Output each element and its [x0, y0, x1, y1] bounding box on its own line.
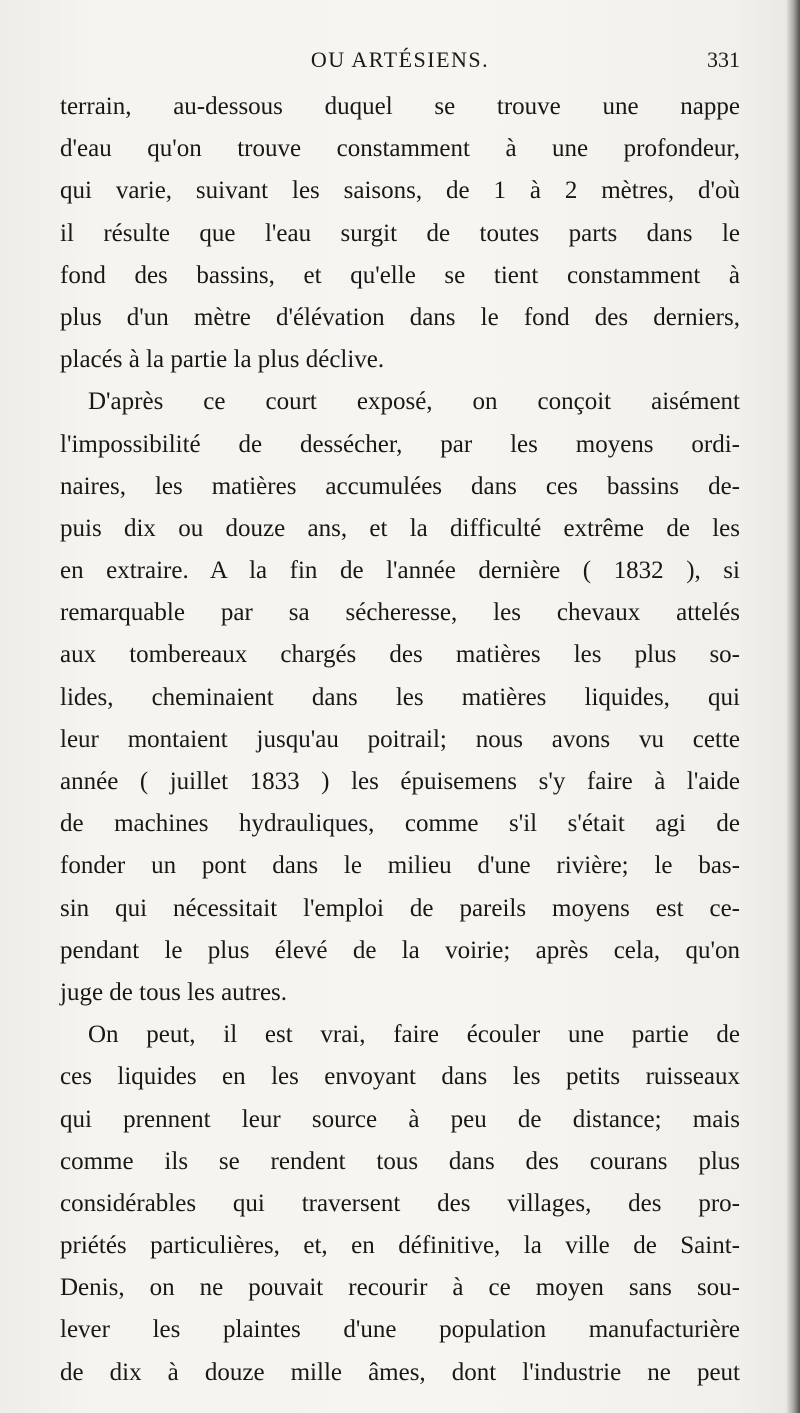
text-line: On peut, il est vrai, faire écouler une partie de: [88, 1021, 740, 1049]
text-line: lever les plaintes d'une population manufacturière: [60, 1316, 740, 1344]
text-line: en extraire. A la fin de l'année dernière ( 1832 ), si: [60, 557, 740, 585]
text-line: puis dix ou douze ans, et la difficulté extrême de les: [60, 514, 740, 542]
text-line: de dix à douze mille âmes, dont l'industrie ne peut: [60, 1358, 740, 1386]
text-line: fond des bassins, et qu'elle se tient constamment à: [60, 261, 740, 289]
text-line: l'impossibilité de dessécher, par les moyens ordi-: [60, 430, 740, 458]
text-line: lides, cheminaient dans les matières liquides, qui: [60, 683, 740, 711]
text-line: fonder un pont dans le milieu d'une rivière; le bas-: [60, 852, 740, 880]
text-line: plus d'un mètre d'élévation dans le fond des derniers,: [60, 303, 740, 331]
paragraph-1: [60, 86, 740, 381]
text-line: qui varie, suivant les saisons, de 1 à 2 mètres, d'où: [60, 177, 740, 205]
text-line: pendant le plus élevé de la voirie; après cela, qu'on: [60, 936, 740, 964]
text-line: leur montaient jusqu'au poitrail; nous avons vu cette: [60, 725, 740, 753]
text-line: Denis, on ne pouvait recourir à ce moyen sans sou-: [60, 1274, 740, 1302]
text-line: priétés particulières, et, en définitive, la ville de Saint-: [60, 1232, 740, 1260]
page-number: 331: [707, 47, 740, 72]
page-header: [60, 42, 740, 78]
text-line: qui prennent leur source à peu de distance; mais: [60, 1105, 740, 1133]
text-line: sin qui nécessitait l'emploi de pareils moyens est ce-: [60, 894, 740, 922]
paragraph-2: [60, 381, 740, 1014]
page-edge-shadow: [786, 0, 800, 1413]
text-line: ces liquides en les envoyant dans les petits ruisseaux: [60, 1063, 740, 1091]
body-text: [60, 86, 740, 1394]
text-line: terrain, au-dessous duquel se trouve une nappe: [60, 93, 740, 120]
running-head: OU ARTÉSIENS.: [310, 47, 490, 72]
text-line: considérables qui traversent des villages, des pro-: [60, 1189, 740, 1217]
text-line: placés à la partie la plus déclive.: [60, 346, 385, 374]
text-line: naires, les matières accumulées dans ces bassins de-: [60, 472, 740, 500]
text-line: de machines hydrauliques, comme s'il s'était agi de: [60, 810, 740, 838]
text-line: aux tombereaux chargés des matières les plus so-: [60, 641, 740, 669]
text-line: remarquable par sa sécheresse, les chevaux attelés: [60, 599, 740, 627]
text-line: comme ils se rendent tous dans des courans plus: [60, 1147, 740, 1175]
text-line: juge de tous les autres.: [60, 978, 288, 1006]
text-line: D'après ce court exposé, on conçoit aisément: [88, 388, 740, 416]
text-line: d'eau qu'on trouve constamment à une profondeur,: [60, 135, 740, 163]
text-line: il résulte que l'eau surgit de toutes parts dans le: [60, 219, 740, 247]
text-line: année ( juillet 1833 ) les épuisemens s'y faire à l'aide: [60, 768, 740, 795]
paragraph-3: [60, 1014, 740, 1394]
